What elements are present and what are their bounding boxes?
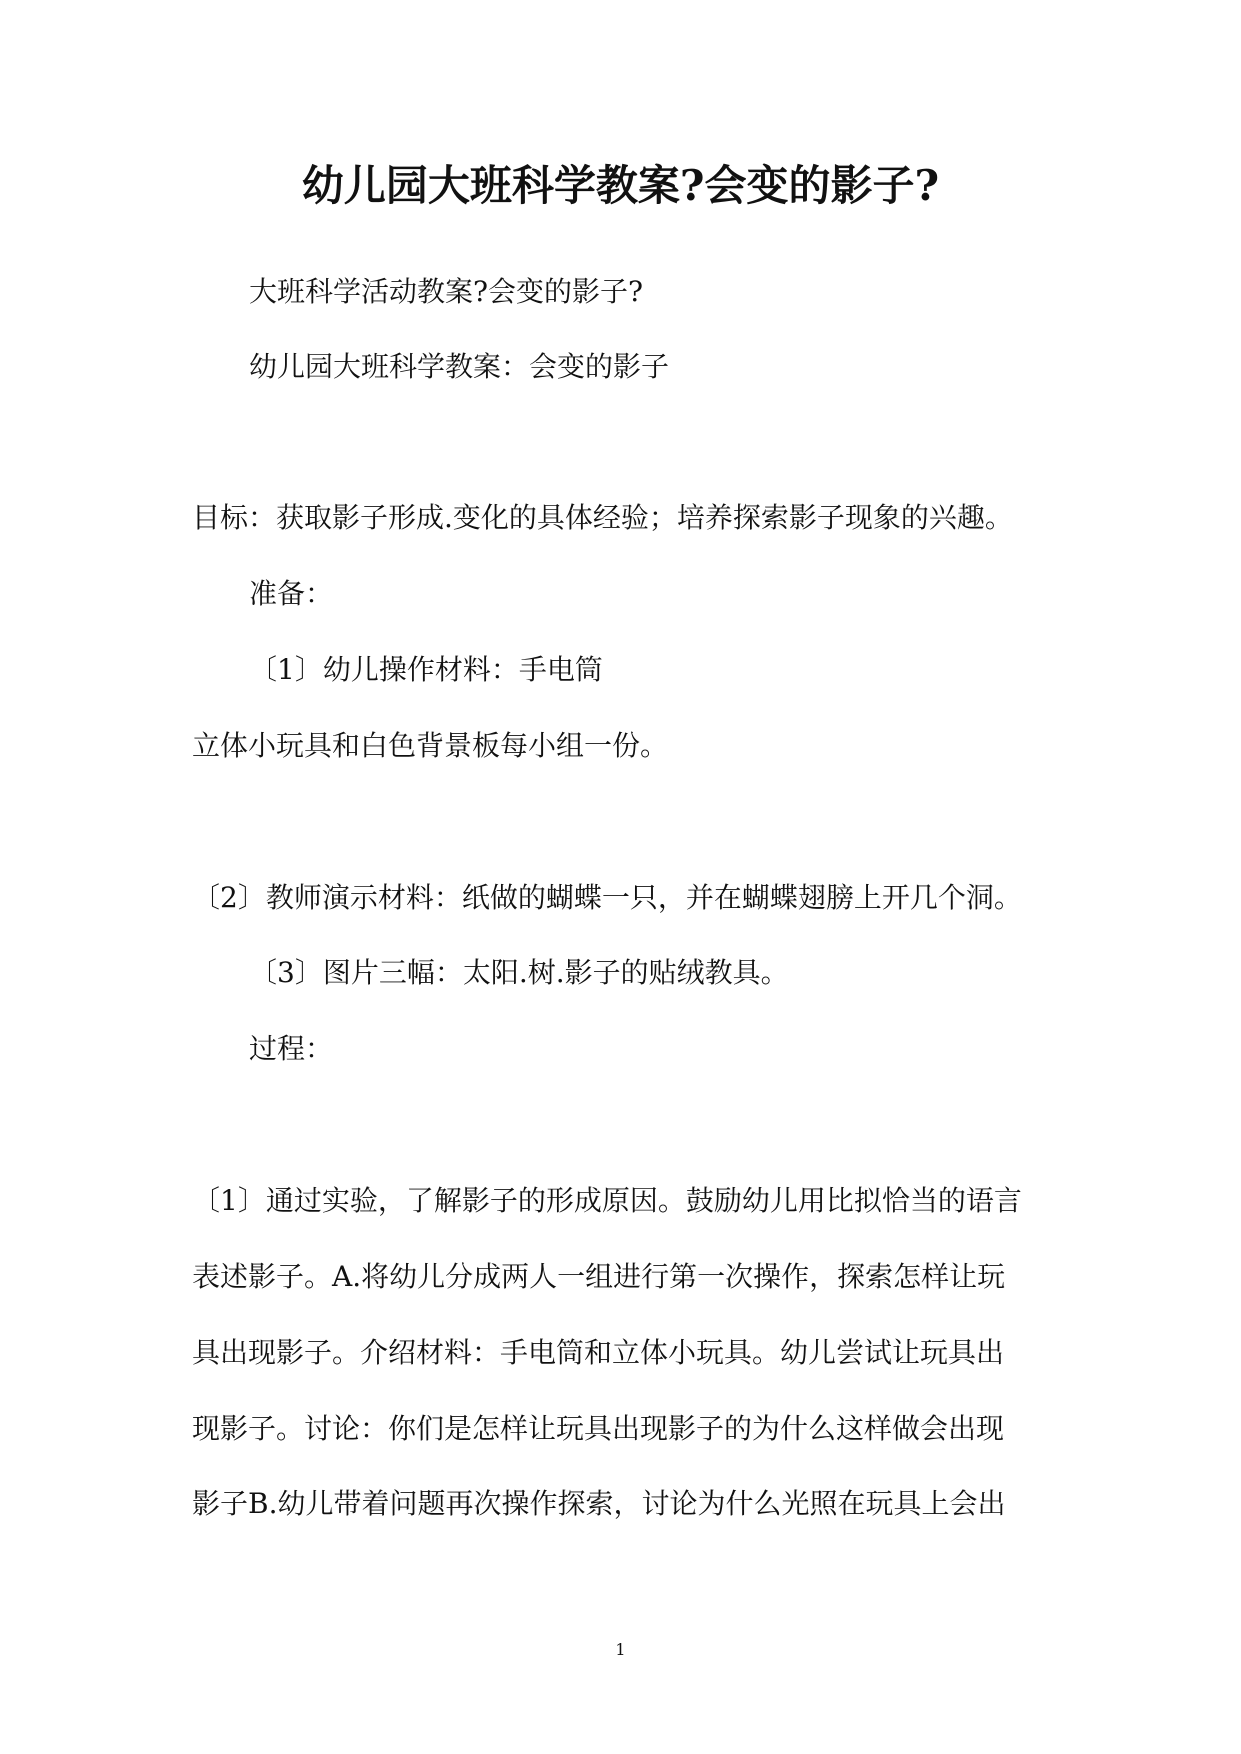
- goal-paragraph: 目标：获取影子形成.变化的具体经验；培养探索影子现象的兴趣。: [192, 501, 1013, 534]
- process-line-2: 表述影子。A.将幼儿分成两人一组进行第一次操作，探索怎样让玩: [192, 1260, 1006, 1293]
- process-line-1: 〔1〕通过实验，了解影子的形成原因。鼓励幼儿用比拟恰当的语言: [192, 1184, 1022, 1217]
- process-line-5: 影子B.幼儿带着问题再次操作探索，讨论为什么光照在玩具上会出: [192, 1487, 1006, 1520]
- page-number: 1: [615, 1640, 626, 1659]
- document-title: 幼儿园大班科学教案?会变的影子?: [301, 161, 940, 210]
- subtitle-line-2: 幼儿园大班科学教案：会变的影子: [249, 350, 670, 383]
- subtitle-line: 大班科学活动教案?会变的影子?: [249, 275, 644, 308]
- preparation-item-1-cont: 立体小玩具和白色背景板每小组一份。: [192, 729, 669, 762]
- preparation-item-3: 〔3〕图片三幅：太阳.树.影子的贴绒教具。: [249, 956, 789, 989]
- preparation-heading: 准备：: [249, 577, 334, 610]
- process-line-4: 现影子。讨论：你们是怎样让玩具出现影子的为什么这样做会出现: [192, 1412, 1005, 1445]
- preparation-item-2: 〔2〕教师演示材料：纸做的蝴蝶一只，并在蝴蝶翅膀上开几个洞。: [192, 881, 1022, 914]
- process-line-3: 具出现影子。介绍材料：手电筒和立体小玩具。幼儿尝试让玩具出: [192, 1336, 1005, 1369]
- preparation-item-1: 〔1〕幼儿操作材料：手电筒: [249, 653, 603, 686]
- process-heading: 过程：: [249, 1032, 334, 1065]
